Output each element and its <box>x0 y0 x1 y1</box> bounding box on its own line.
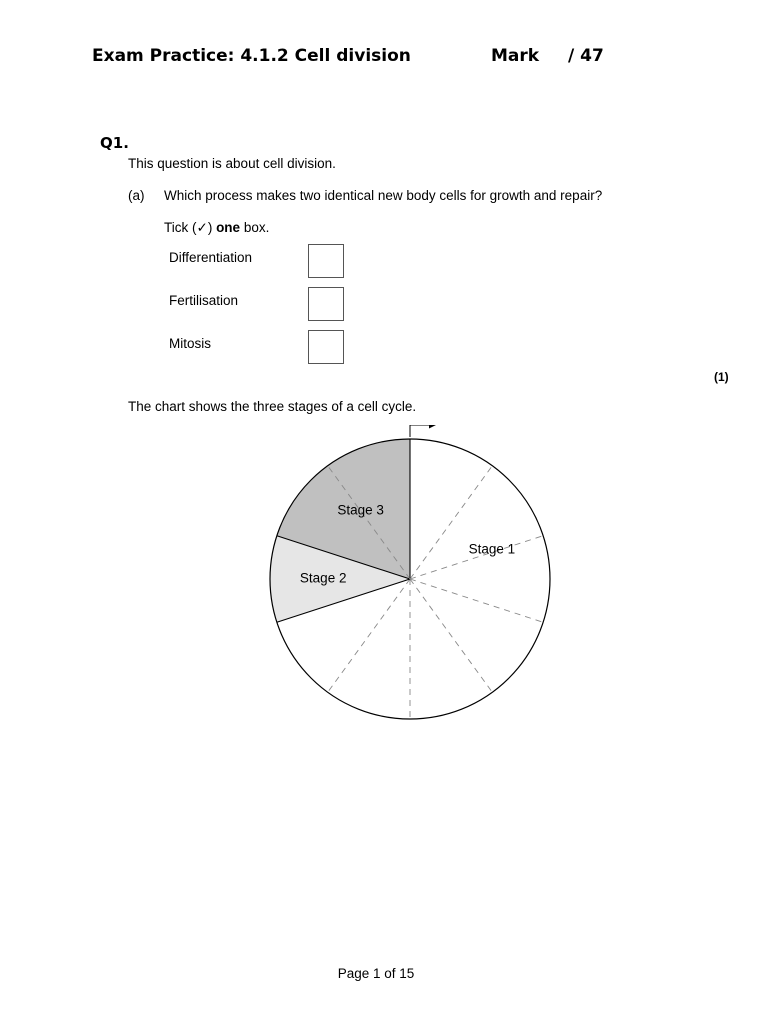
pie-label-stage-2: Stage 2 <box>299 570 347 586</box>
tick-glyph: ✓ <box>196 220 208 236</box>
pie-label-stage-1: Stage 1 <box>468 541 516 557</box>
option-label-differentiation: Differentiation <box>169 250 253 265</box>
question-intro: This question is about cell division. <box>128 156 336 171</box>
marks-indicator: (1) <box>714 370 729 384</box>
start-arrow <box>410 425 436 437</box>
instruction-suffix: box. <box>240 220 270 235</box>
tick-instruction <box>164 220 269 236</box>
exam-title: Exam Practice: 4.1.2 Cell division <box>92 46 411 66</box>
instruction-mid: ) <box>207 220 217 235</box>
checkbox-differentiation[interactable] <box>308 244 344 278</box>
arrow-head <box>429 425 436 429</box>
question-number: Q1. <box>100 134 129 152</box>
cell-cycle-pie-chart <box>260 425 560 720</box>
mark-label: Mark <box>491 46 540 66</box>
part-label: (a) <box>128 188 145 203</box>
checkbox-fertilisation[interactable] <box>308 287 344 321</box>
checkbox-mitosis[interactable] <box>308 330 344 364</box>
pie-label-stage-3: Stage 3 <box>337 502 384 518</box>
option-label-mitosis: Mitosis <box>169 336 212 351</box>
part-question-text: Which process makes two identical new body cells for growth and repair? <box>164 188 603 203</box>
instruction-bold: one <box>216 220 241 235</box>
option-label-fertilisation: Fertilisation <box>169 293 239 308</box>
chart-intro: The chart shows the three stages of a cell cycle. <box>128 399 417 414</box>
page-number: Page 1 of 15 <box>337 966 415 981</box>
mark-total: / 47 <box>568 46 604 66</box>
instruction-prefix: Tick ( <box>164 220 197 235</box>
